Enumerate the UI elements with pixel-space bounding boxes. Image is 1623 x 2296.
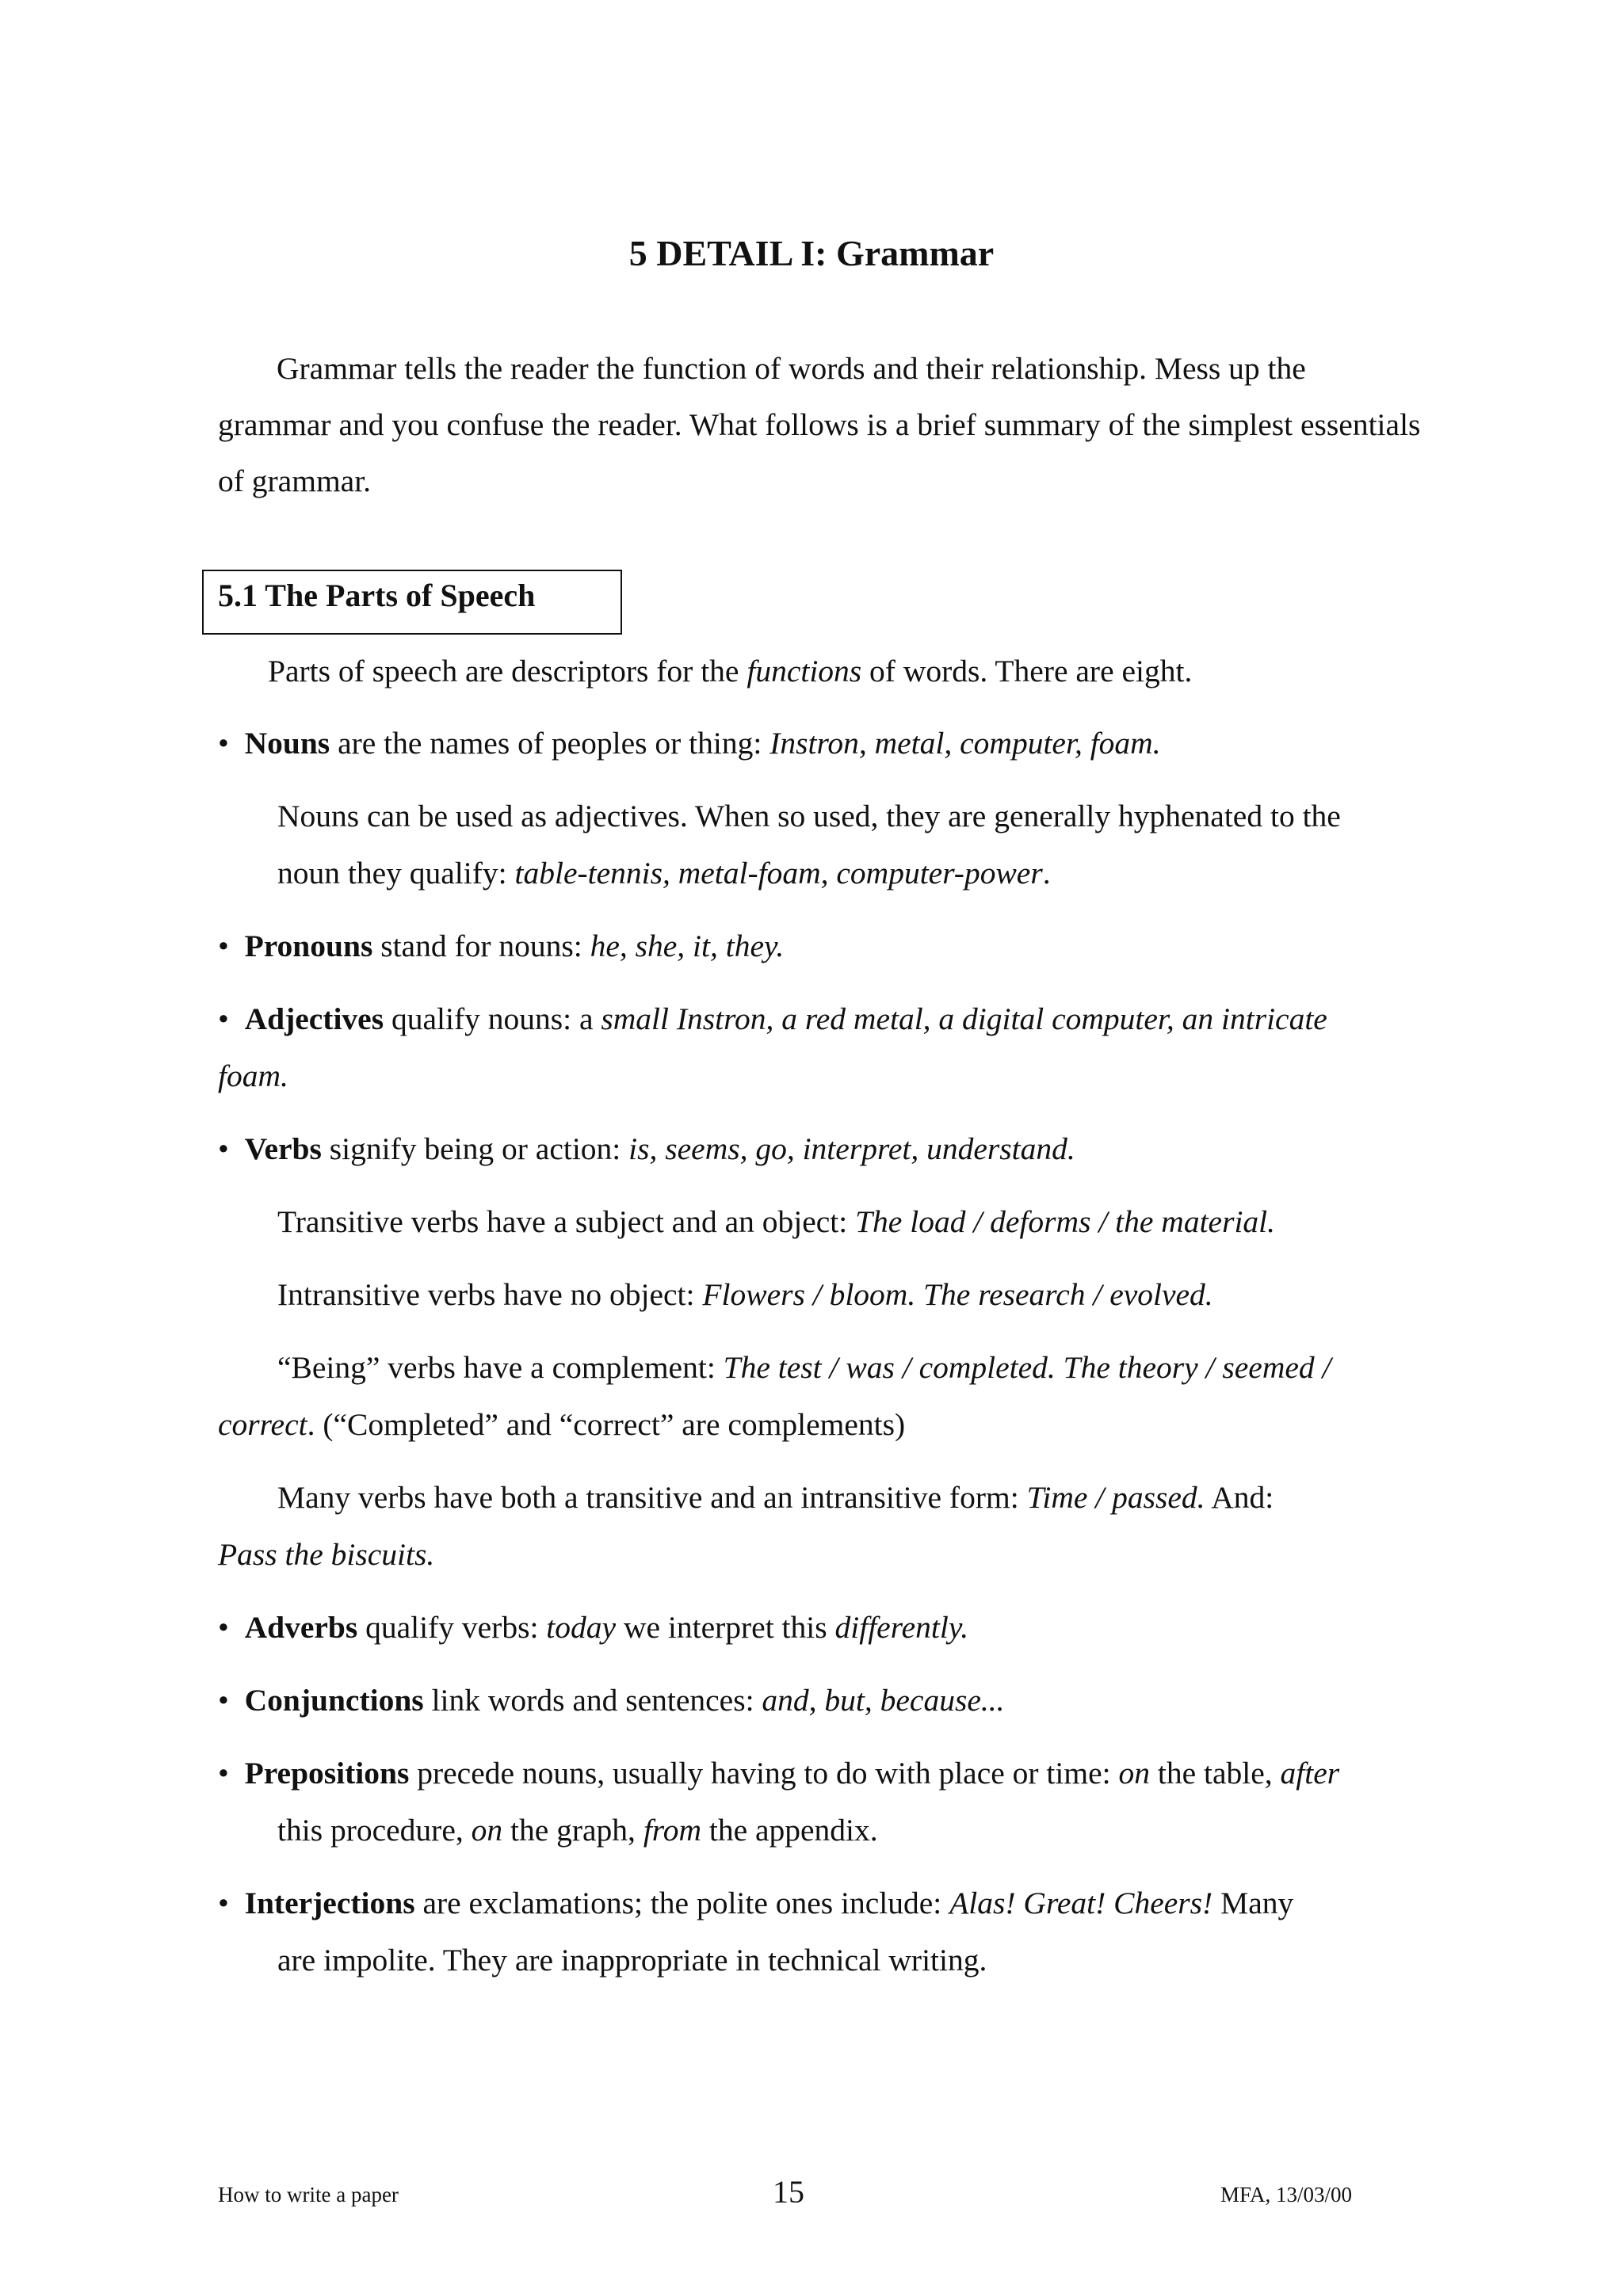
nouns-note-line-1: Nouns can be used as adjectives. When so used, they are generally hyphenated to the (277, 799, 1341, 833)
examples-text: is, seems, go, interpret, understand. (628, 1131, 1075, 1166)
footer-document-title: How to write a paper (218, 2183, 399, 2206)
term-pronouns: Pronouns (244, 929, 373, 963)
list-item-prepositions (218, 1749, 1339, 1797)
definition-text: we interpret this (616, 1610, 835, 1645)
term-nouns: Nouns (244, 726, 330, 761)
bullet-icon: • (218, 1610, 229, 1645)
list-item-adverbs (218, 1604, 968, 1651)
list-item-nouns (218, 719, 1161, 767)
examples-text: he, she, it, they. (590, 929, 785, 963)
lead-text: Parts of speech are descriptors for the (268, 654, 747, 688)
lead-text-end: of words. There are eight. (861, 654, 1193, 688)
definition-text: qualify nouns: a (384, 1001, 601, 1036)
definition-text: Many (1212, 1886, 1294, 1920)
intro-paragraph: Grammar tells the reader the function of words and their relationship. Mess up the grammar and you confuse the reader. What follows is a brief summary of the simplest essentials of grammar. (218, 350, 1421, 498)
both-forms-cont (218, 1531, 434, 1578)
section-heading: 5.1 The Parts of Speech (218, 578, 536, 613)
footer-author-date: MFA, 13/03/00 (1220, 2183, 1353, 2206)
sub-text: Intransitive verbs have no object: (277, 1277, 703, 1312)
sub-text: “Being” verbs have a complement: (277, 1350, 724, 1385)
list-item-conjunctions (218, 1676, 1005, 1724)
bullet-icon: • (218, 1683, 229, 1718)
examples-text: foam. (218, 1058, 288, 1093)
list-item-verbs (218, 1125, 1075, 1173)
bullet-icon: • (218, 1131, 229, 1166)
bullet-icon: • (218, 1756, 229, 1791)
examples-text: Instron, metal, computer, foam. (769, 726, 1161, 761)
being-verbs-line (277, 1344, 1331, 1391)
interjections-line-2: are impolite. They are inappropriate in technical writing. (277, 1943, 987, 1978)
sub-text: Transitive verbs have a subject and an object: (277, 1204, 856, 1239)
list-item-adjectives (218, 995, 1327, 1043)
sub-example: Time / passed. (1026, 1480, 1205, 1515)
examples-text: on (1118, 1756, 1150, 1791)
examples-text: Alas! Great! Cheers! (949, 1886, 1213, 1920)
term-adjectives: Adjectives (244, 1001, 384, 1036)
sub-example: The test / was / completed. The theory / seemed / (723, 1350, 1331, 1385)
term-interjections: Interjections (244, 1886, 415, 1920)
sub-text: And: (1205, 1480, 1274, 1515)
definition-text: qualify verbs: (357, 1610, 547, 1645)
sub-example: correct (218, 1407, 307, 1442)
examples-text: from (643, 1813, 701, 1848)
term-adverbs: Adverbs (244, 1610, 358, 1645)
definition-text: the graph, (502, 1813, 643, 1848)
intransitive-verbs-line (277, 1271, 1213, 1318)
being-verbs-cont (218, 1401, 905, 1448)
term-prepositions: Prepositions (244, 1756, 410, 1791)
definition-text: the table, (1149, 1756, 1281, 1791)
examples-text: today (546, 1610, 617, 1645)
definition-text: signify being or action: (321, 1131, 629, 1166)
chapter-title: 5 DETAIL I: Grammar (628, 233, 995, 273)
lead-sentence (268, 647, 1192, 695)
definition-text: are exclamations; the polite ones include: (414, 1886, 950, 1920)
examples-text: differently. (834, 1610, 969, 1645)
sub-text: . (“Completed” and “correct” are complements) (307, 1407, 906, 1442)
list-item-pronouns (218, 922, 784, 970)
examples-text: on (471, 1813, 503, 1848)
sub-text: Many verbs have both a transitive and an intransitive form: (277, 1480, 1027, 1515)
examples-text: and, but, because... (762, 1683, 1005, 1718)
bullet-icon: • (218, 1001, 229, 1036)
sub-example: Flowers / bloom. The research / evolved. (702, 1277, 1213, 1312)
definition-text: stand for nouns: (372, 929, 590, 963)
adjectives-examples-cont (218, 1052, 288, 1100)
definition-text: this procedure, (277, 1813, 472, 1848)
definition-text: precede nouns, usually having to do with place or time: (409, 1756, 1119, 1791)
examples-text: small Instron, a red metal, a digital computer, an intricate (601, 1001, 1327, 1036)
sub-example: The load / deforms / the material. (855, 1204, 1276, 1239)
lead-emphasis: functions (747, 654, 862, 688)
note-end: . (1042, 856, 1051, 891)
definition-text: the appendix. (701, 1813, 878, 1848)
bullet-icon: • (218, 726, 229, 761)
note-examples: table-tennis, metal-foam, computer-power (514, 856, 1043, 891)
term-conjunctions: Conjunctions (244, 1683, 424, 1718)
definition-text: are the names of peoples or thing: (330, 726, 770, 761)
sub-example: Pass the biscuits. (218, 1537, 435, 1572)
both-forms-line (277, 1474, 1274, 1521)
list-item-interjections (218, 1879, 1293, 1927)
definition-text: link words and sentences: (423, 1683, 762, 1718)
examples-text: after (1280, 1756, 1340, 1791)
note-text: noun they qualify: (277, 856, 515, 891)
bullet-icon: • (218, 1886, 229, 1920)
bullet-icon: • (218, 929, 229, 963)
footer-page-number: 15 (773, 2174, 804, 2210)
nouns-note-line-2 (277, 849, 1051, 897)
term-verbs: Verbs (244, 1131, 322, 1166)
prepositions-line-2 (277, 1806, 878, 1854)
transitive-verbs-line (277, 1198, 1275, 1245)
